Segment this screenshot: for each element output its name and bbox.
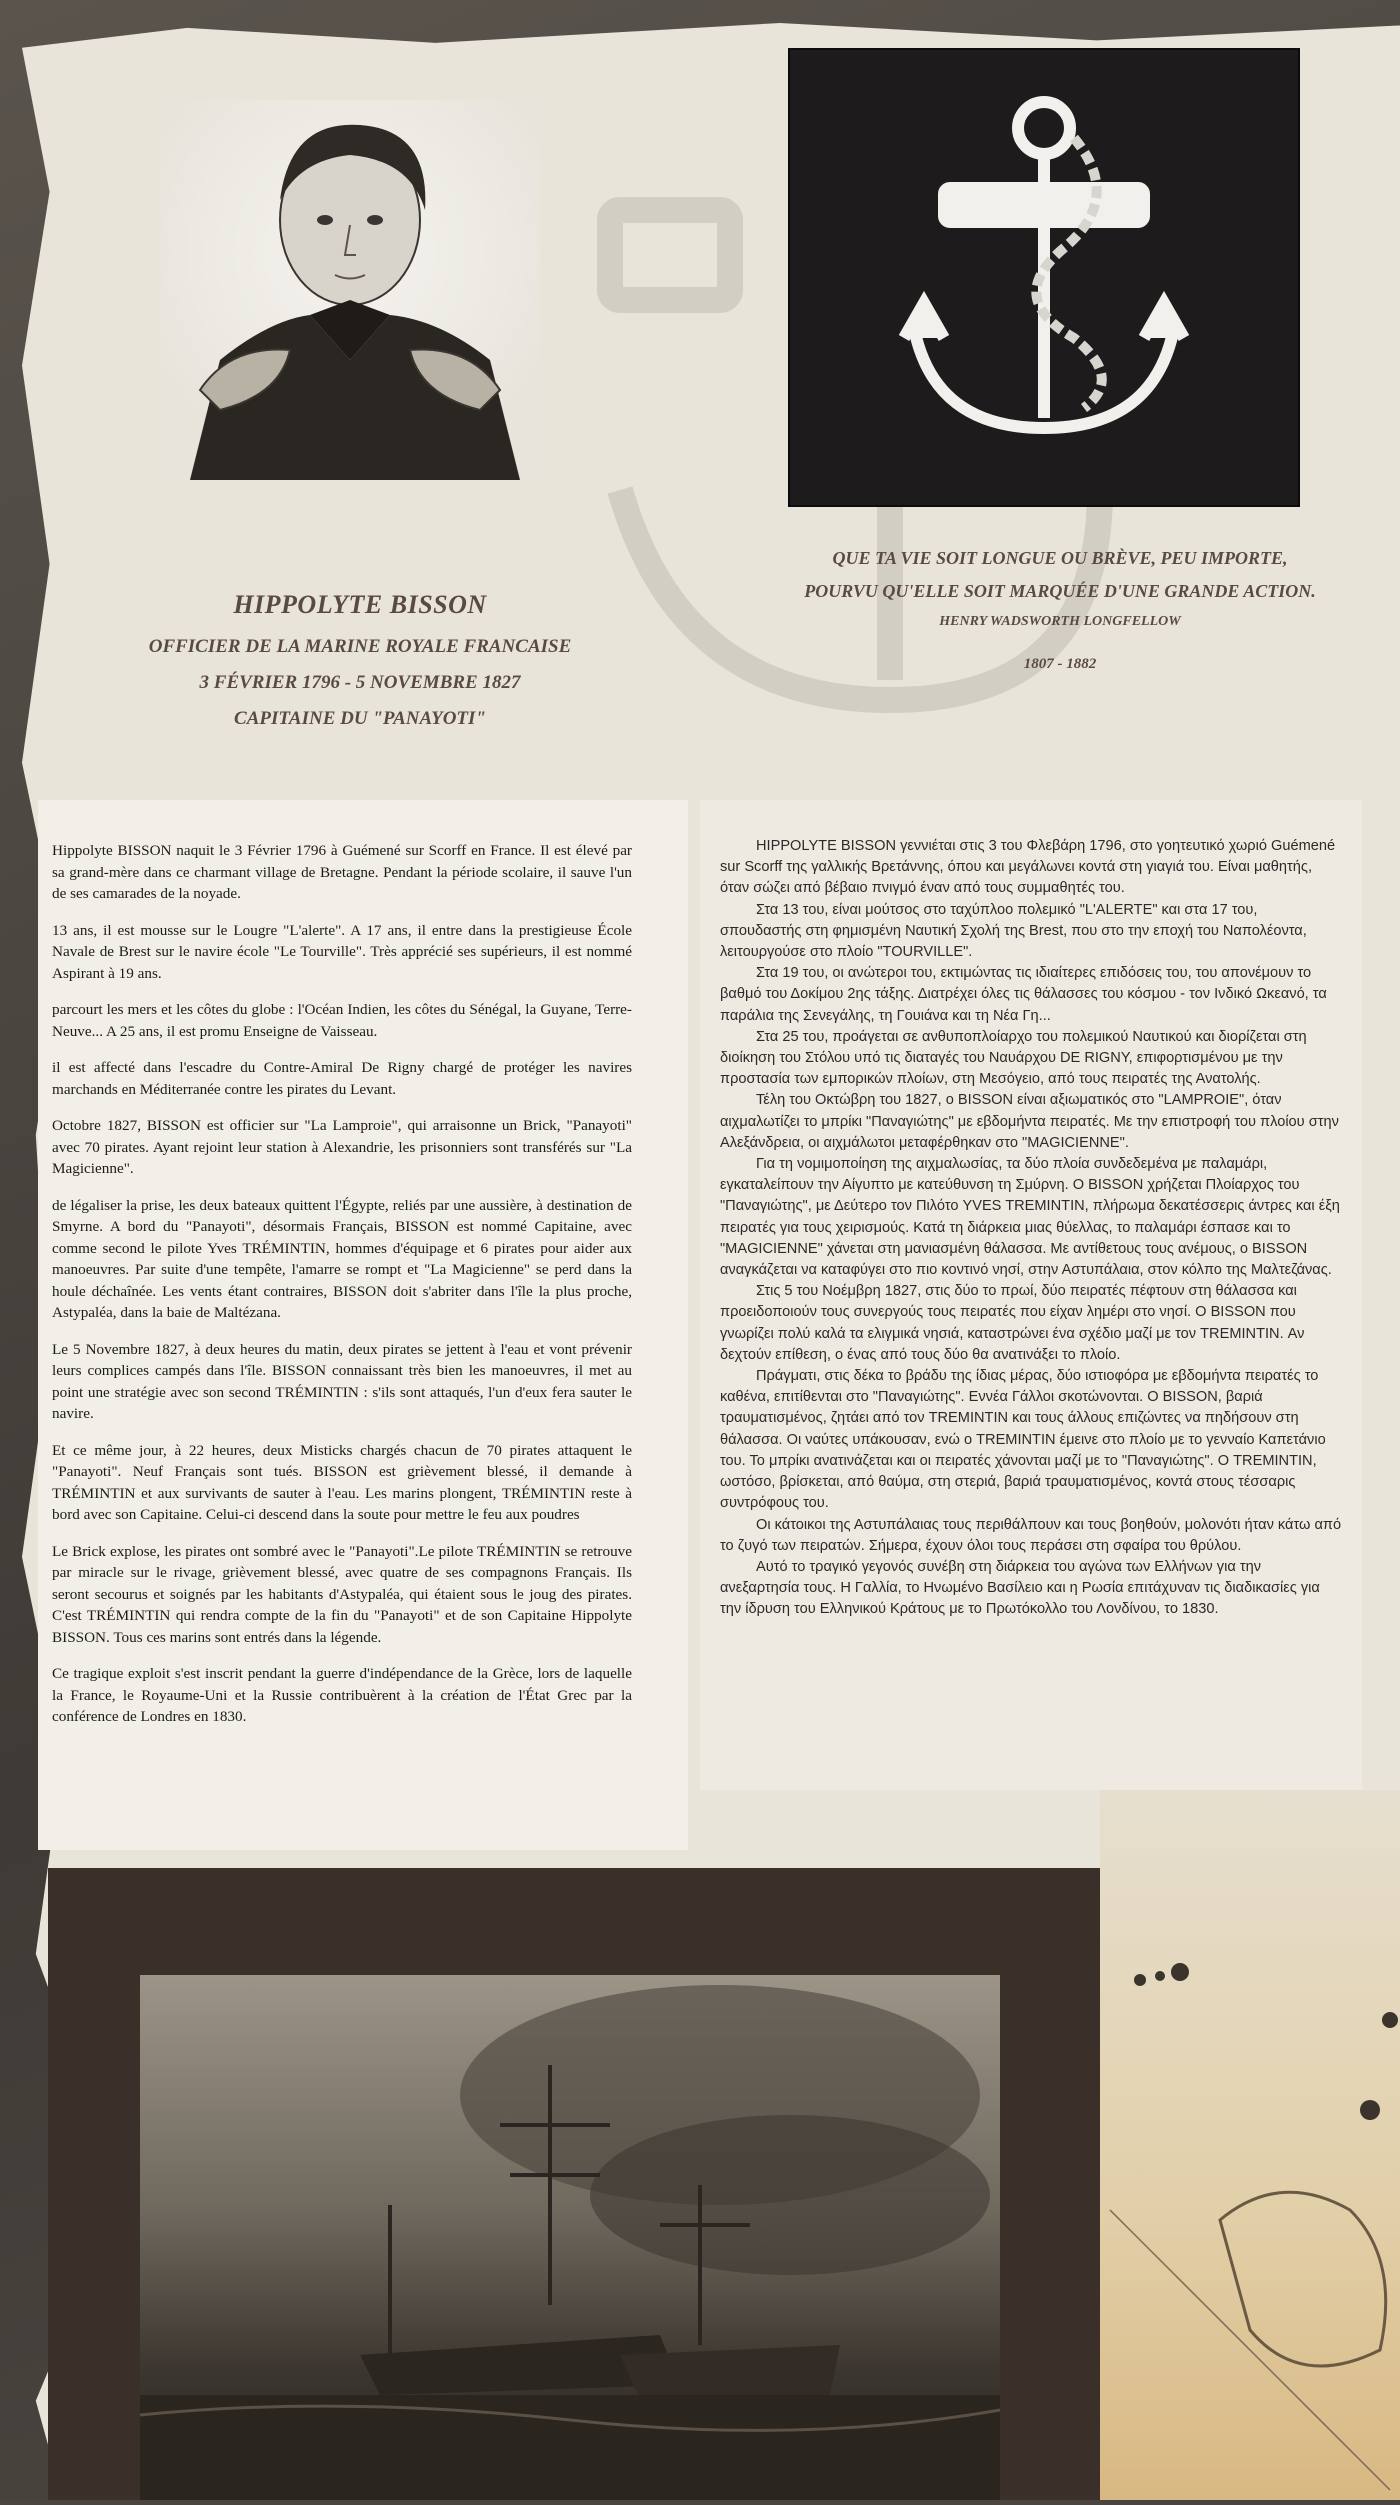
- french-paragraph: parcourt les mers et les côtes du globe : l'Océan Indien, les côtes du Sénégal, la Guyane, Terre-Neuve... A 25 ans, il est promu Enseigne de Vaisseau.: [52, 1001, 632, 1040]
- map-fragment: [1100, 1790, 1400, 2500]
- quote-author: HENRY WADSWORTH LONGFELLOW: [939, 614, 1181, 629]
- french-paragraph: il est affecté dans l'escadre du Contre-Amiral De Rigny chargé de protéger les navires marchands en Méditerranée contre les pirates du Levant.: [52, 1059, 632, 1098]
- greek-paragraph: Για τη νομιμοποίηση της αιχμαλωσίας, τα δύο πλοία συνδεδεμένα με παλαμάρι, εγκαταλείπουν την Αίγυπτο με κατεύθυνση τη Σμύρνη. Ο BISSON χρήζεται Πλοίαρχος του "Παναγιώτης", με Δεύτερο τον Πιλότο YVES TREMINTIN, πλήρωμα δεκατέσσερις άντρες και έξη πειρατές για τους χειρισμούς. Κατά τη διάρκεια μιας θύελλας, το παλαμάρι έσπασε και το "MAGICIENNE" χάνεται στη μανιασμένη θάλασσα. Με αντίθετους τους ανέμους, ο BISSON αναγκάζεται να καταφύγει στο πιο κοντινό νησί, στην Αστυπάλαια, στον κόλπο της Μαλτεζάνας.: [720, 1156, 1340, 1279]
- quote-line-2: POURVU QU'ELLE SOIT MARQUÉE D'UNE GRANDE ACTION.: [804, 581, 1316, 601]
- greek-paragraph: Αυτό το τραγικό γεγονός συνέβη στη διάρκεια του αγώνα των Ελλήνων για την ανεξαρτησία τους. Η Γαλλία, το Ηνωμένο Βασίλειο και η Ρωσία επιτάχυναν τις διαδικασίες για την ίδρυση του Ελληνικού Κράτους με το Πρωτόκολλο του Λονδίνου, το 1830.: [720, 1558, 1320, 1618]
- french-paragraph: 13 ans, il est mousse sur le Lougre "L'alerte". A 17 ans, il entre dans la prestigieuse École Navale de Brest sur le navire école "Le Tourville". Très apprécié ses supérieurs, il est nommé Aspirant à 19 ans.: [52, 921, 632, 982]
- sailing-ship-illustration: [140, 1975, 1000, 2500]
- title-block: [140, 590, 580, 744]
- ship-explosion-painting: [140, 1975, 1000, 2500]
- greek-paragraph: Οι κάτοικοι της Αστυπάλαιας τους περιθάλπουν και τους βοηθούν, μολονότι ήταν κάτω από το ζυγό των πειρατών. Σήμερα, έχουν όλοι τους περάσει στη σφαίρα του θρύλου.: [720, 1516, 1342, 1554]
- french-paragraph: Ce tragique exploit s'est inscrit pendant la guerre d'indépendance de la Grèce, lors de laquelle la France, le Royaume-Uni et la Russie contribuèrent à la création de l'État Grec par la conférence de Londres en 1830.: [52, 1665, 632, 1725]
- french-paragraph: Le Brick explose, les pirates ont sombré avec le "Panayoti".Le pilote TRÉMINTIN se retrouve par miracle sur le rivage, grièvement blessé, avec quatre de ses compagnons Français. Ils seront secourus et soignés par les habitants d'Astypaléa, qui étaient sous le joug des pirates. C'est TRÉMINTIN qui rendra compte de la fin du "Panayoti" et de son Capitaine Hippolyte BISSON. Tous ces marins sont entrés dans la légende.: [52, 1542, 632, 1646]
- greek-paragraph: Τέλη του Οκτώβρη του 1827, ο BISSON είναι αξιωματικός στο "LAMPROIE", όταν αιχμαλωτίζει το μπρίκι "Παναγιώτης" με εβδομήντα πειρατές. Με την επιστροφή του πλοίου στην Αλεξάνδρεια, οι αιχμάλωτοι μεταφέρθηκαν στο "MAGICIENNE".: [720, 1092, 1339, 1151]
- french-paragraph: de légaliser la prise, les deux bateaux quittent l'Égypte, reliés par une aussière, à destination de Smyrne. A bord du "Panayoti", désormais Français, BISSON est nommé Capitaine, avec comme second le pilote Yves TRÉMINTIN, hommes d'équipage et 6 pirates pour aider aux manoeuvres. Par suite d'une tempête, l'amarre se rompt et "La Magicienne" se perd dans la houle déchaînée. Les vents étant contraires, BISSON doit s'abriter dans l'île la plus proche, Astypaléa, dans la baie de Maltézana.: [52, 1196, 632, 1321]
- captain-title: CAPITAINE DU "PANAYOTI": [234, 708, 486, 729]
- french-paragraph: Le 5 Novembre 1827, à deux heures du matin, deux pirates se jettent à l'eau et vont prévenir leurs complices campés dans l'île. BISSON connaissant très bien les manoeuvres, il met au point une stratégie avec son second TRÉMINTIN : s'ils sont attaqués, l'un d'eux fera sauter le navire.: [52, 1340, 632, 1422]
- french-paragraph: Hippolyte BISSON naquit le 3 Février 1796 à Guémené sur Scorff en France. Il est élevé par sa grand-mère dans ce charmant village de Bretagne. Pendant la période scolaire, il sauve l'un de ses camarades de la noyade.: [52, 842, 632, 902]
- greek-paragraph: Πράγματι, στις δέκα το βράδυ της ίδιας μέρας, δύο ιστιοφόρα με εβδομήντα πειρατές το καθένα, επιτίθενται στο "Παναγιώτης". Εννέα Γάλλοι σκοτώνονται. Ο BISSON, βαριά τραυματισμένος, ζητάει από τον TREMINTIN και τους άλλους επιζώντες να πηδήσουν στη θάλασσα. Οι ναύτες υπάκουσαν, ενώ ο TREMINTIN έμεινε στο πλοίο με το γενναίο Καπετάνιο του. Το μπρίκι ανατινάζεται και οι πειρατές χάνονται μαζί με το "Παναγιώτης". Ο TREMINTIN, ωστόσο, βρίσκεται, από θαύμα, στη στεριά, βαριά τραυματισμένος, κοντά στους τέσσαρις συντρόφους του.: [720, 1368, 1326, 1512]
- officer-portrait: [160, 100, 540, 480]
- greek-paragraph: Στις 5 του Νοέμβρη 1827, στις δύο το πρωί, δύο πειρατές πέφτουν στη θάλασσα και προειδοποιούν τους συνεργούς τους πειρατές που είχαν λημέρι στο νησί. Ο BISSON που γνωρίζει πολύ καλά τα ελιγμικά νησιά, καταστρώνει ένα σχέδιο μαζί με τον TREMINTIN. Αν δεχτούν επίθεση, ο ένας από τους δύο θα ανατινάξει το πλοίο.: [720, 1283, 1305, 1363]
- greek-biography: [720, 836, 1342, 1621]
- greek-paragraph: Στα 25 του, προάγεται σε ανθυποπλοίαρχο του πολεμικού Ναυτικού και διορίζεται στη διοίκηση του Στόλου υπό τις διαταγές του Ναυάρχου DE RIGNY, επιφορτισμένου με την προστασία των εμπορικών πλοίων, στη Μεσόγειο, από τους πειρατές της Ανατολής.: [720, 1028, 1307, 1088]
- person-role: OFFICIER DE LA MARINE ROYALE FRANCAISE: [148, 636, 572, 657]
- anchor-emblem: [788, 48, 1300, 507]
- life-dates: 3 FÉVRIER 1796 - 5 NOVEMBRE 1827: [199, 672, 521, 693]
- french-paragraph: Octobre 1827, BISSON est officier sur "La Lamproie", qui arraisonne un Brick, "Panayoti" avec 70 pirates. Ayant rejoint leur station à Alexandrie, les prisonniers sont transférés sur "La Magicienne".: [52, 1117, 632, 1177]
- quote-line-1: QUE TA VIE SOIT LONGUE OU BRÈVE, PEU IMPORTE,: [832, 548, 1288, 568]
- greek-paragraph: Στα 19 του, οι ανώτεροι του, εκτιμώντας τις ιδιαίτερες επιδόσεις του, του απονέμουν το βαθμό του Δοκίμου 2ης τάξης. Διατρέχει όλες τις θάλασσες του κόσμου - τον Ινδικό Ωκεανό, τα παράλια της Σενεγάλης, τη Γουιάνα και τη Νέα Γη...: [720, 965, 1327, 1024]
- coastline-map: [1100, 1790, 1400, 2500]
- greek-paragraph: Στα 13 του, είναι μούτσος στο ταχύπλοο πολεμικό "L'ALERTE" και στα 17 του, σπουδαστής στη φημισμένη Ναυτική Σχολή της Brest, που στο την εποχή του Ναπολέοντα, λειτουργούσε στο πλοίο "TOURVILLE".: [720, 901, 1307, 961]
- author-years: 1807 - 1882: [1023, 656, 1097, 672]
- french-paragraph: Et ce même jour, à 22 heures, deux Misticks chargés chacun de 70 pirates attaquent le "Panayoti". Neuf Français sont tués. BISSON est grièvement blessé, il demande à TRÉMINTIN et aux survivants de sauter à l'eau. Les marins plongent, TRÉMINTIN reste à bord avec son Capitaine. Celui-ci descend dans la soute pour mettre le feu aux poudres: [52, 1441, 632, 1523]
- anchor-icon: [884, 88, 1204, 468]
- person-name: HIPPOLYTE BISSON: [233, 590, 487, 619]
- portrait-hippolyte-bisson: [160, 100, 540, 480]
- quote-block: [760, 548, 1360, 673]
- french-biography: [52, 840, 632, 1743]
- greek-paragraph: HIPPOLYTE BISSON γεννιέται στις 3 του Φλεβάρη 1796, στο γοητευτικό χωριό Guémené sur Scorff της γαλλικής Βρετάννης, όπου και μεγάλωνει κοντά στη γιαγιά του. Είναι μαθητής, όταν σώζει από βέβαιο πνιγμό έναν από τους συμμαθητές του.: [720, 838, 1336, 897]
